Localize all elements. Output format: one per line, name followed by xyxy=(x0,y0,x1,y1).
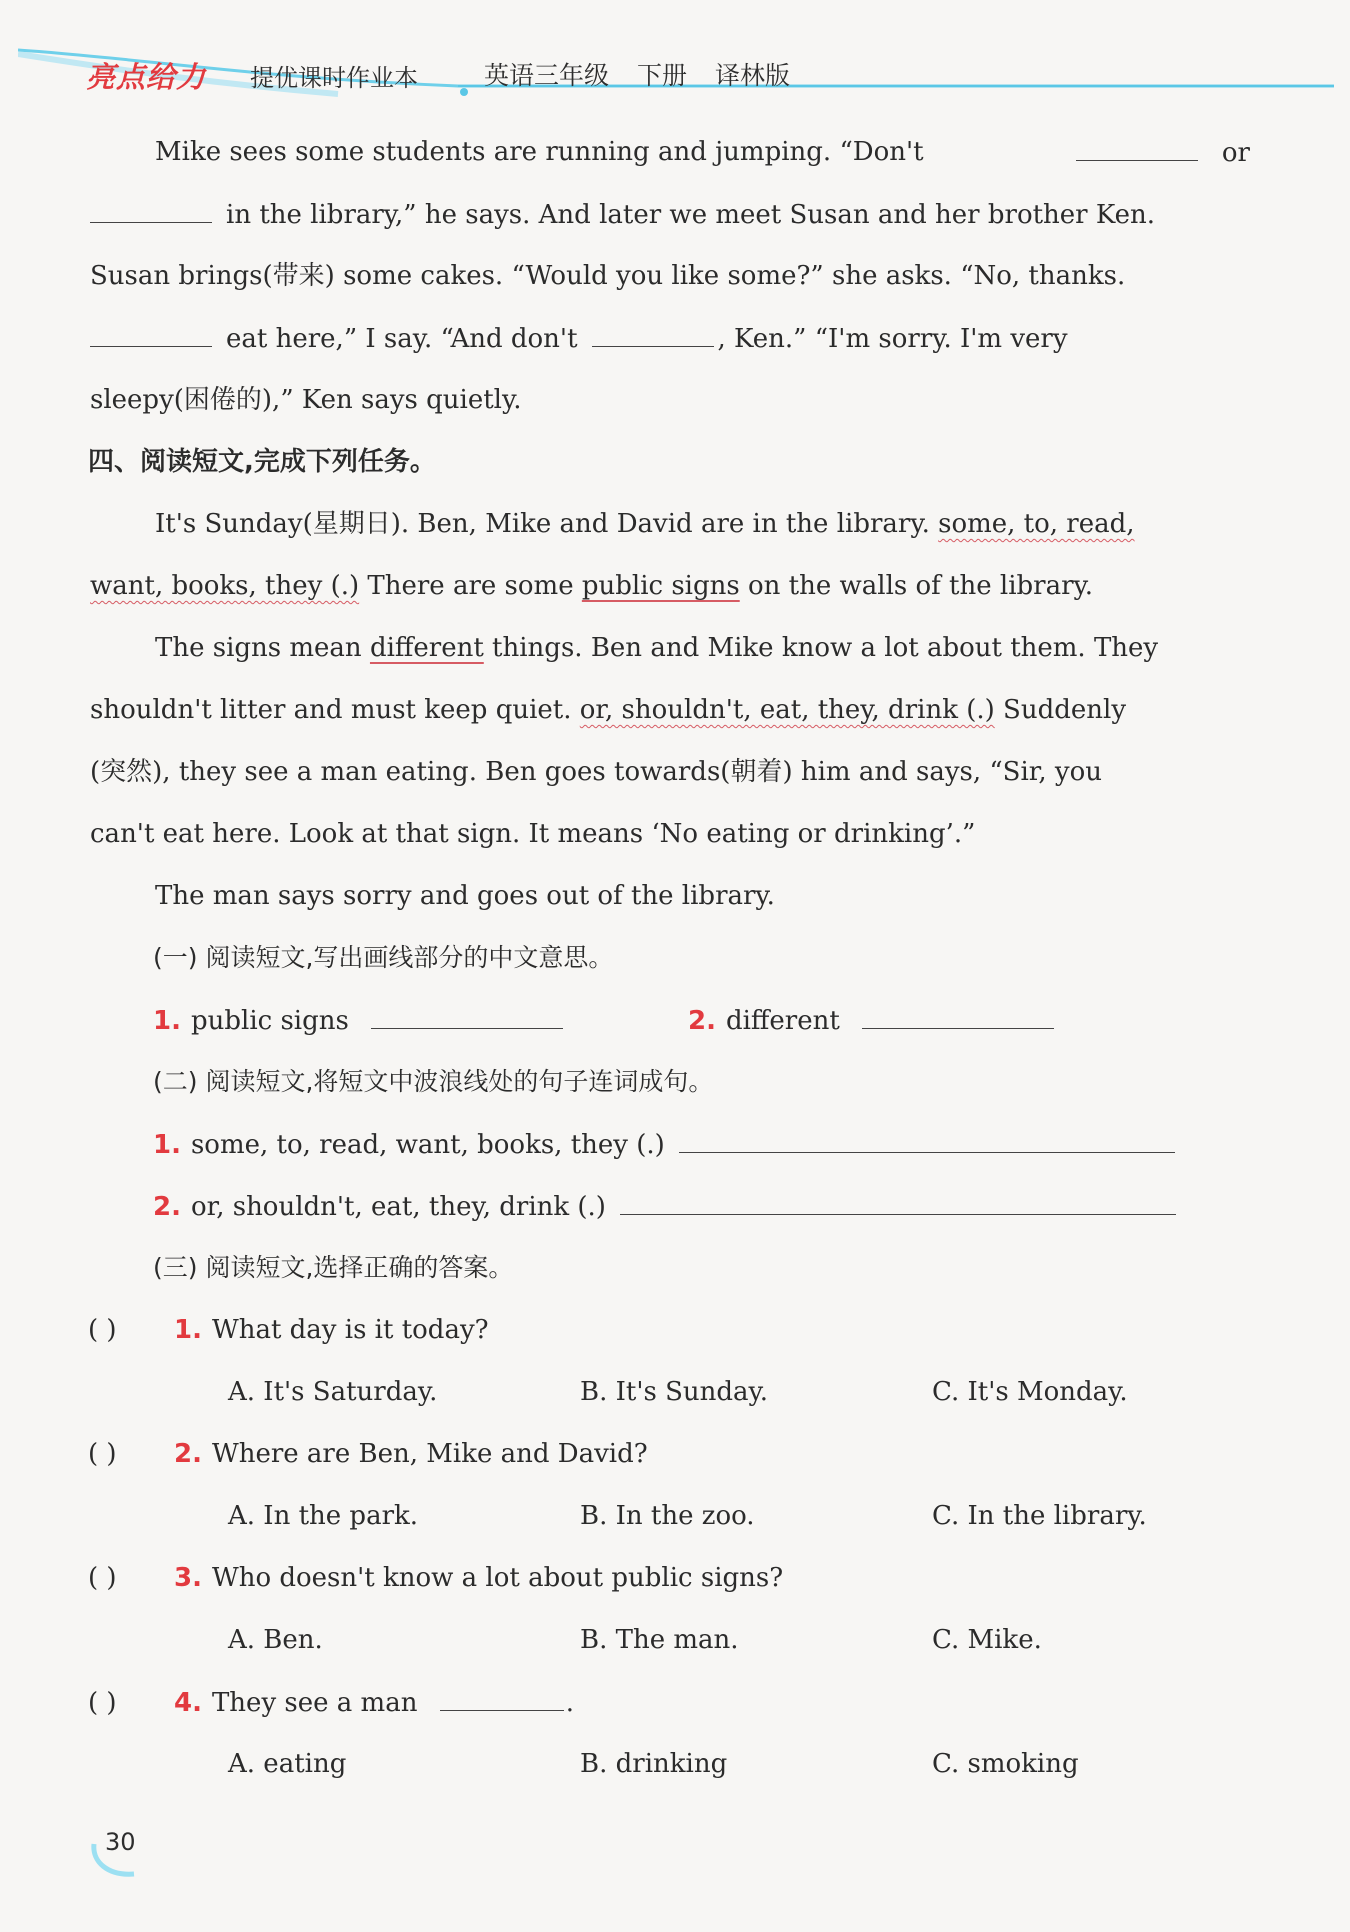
option-c[interactable]: C. It's Monday. xyxy=(932,1377,1128,1407)
question-number: 1. xyxy=(174,1315,202,1345)
question-tail: . xyxy=(565,1688,574,1718)
item-text: public signs xyxy=(190,1006,349,1036)
option-a[interactable]: A. In the park. xyxy=(228,1501,419,1531)
option-a[interactable]: A. eating xyxy=(228,1749,347,1779)
wavy-phrase: want, books, they (.) xyxy=(90,571,360,601)
item-text: different xyxy=(725,1006,840,1036)
answer-line[interactable] xyxy=(679,1124,1175,1153)
question-text: They see a man xyxy=(211,1688,418,1718)
passage-text: in the library,” he says. And later we meet Susan and her brother Ken. xyxy=(226,200,1155,230)
item-text: or, shouldn't, eat, they, drink (.) xyxy=(190,1192,606,1222)
reading-text: things. Ben and Mike know a lot about them. They xyxy=(492,633,1159,663)
reading-text: Suddenly xyxy=(1003,695,1127,725)
part1-item-1 xyxy=(153,1000,569,1041)
reading-text: The signs mean xyxy=(155,633,362,663)
question-number: 3. xyxy=(174,1563,202,1593)
option-c[interactable]: C. Mike. xyxy=(932,1625,1042,1655)
part2-item-1 xyxy=(153,1124,1181,1165)
section-title: 四、阅读短文,完成下列任务。 xyxy=(88,447,436,477)
option-c[interactable]: C. smoking xyxy=(932,1749,1079,1779)
fill-blank[interactable] xyxy=(440,1682,564,1711)
fill-blank[interactable] xyxy=(592,318,714,347)
passage-text: , Ken.” “I'm sorry. I'm very xyxy=(717,324,1068,354)
option-a[interactable]: A. Ben. xyxy=(228,1625,323,1655)
answer-blank[interactable] xyxy=(371,1000,563,1029)
underlined-phrase: different xyxy=(369,633,484,663)
reading-line-7: The man says sorry and goes out of the library. xyxy=(155,881,775,911)
answer-paren[interactable]: ( ) xyxy=(88,1688,117,1718)
reading-text: It's Sunday(星期日). Ben, Mike and David are in the library. xyxy=(155,509,930,539)
reading-line-1 xyxy=(155,504,1250,544)
brand-logo-text: 亮点给力 xyxy=(86,60,207,94)
question-2 xyxy=(88,1434,648,1474)
option-b[interactable]: B. drinking xyxy=(580,1749,728,1779)
passage-text: or xyxy=(1221,138,1250,168)
answer-paren[interactable]: ( ) xyxy=(88,1315,117,1345)
part1-title: (一) 阅读短文,写出画线部分的中文意思。 xyxy=(153,943,614,972)
reading-line-3 xyxy=(155,628,1250,668)
fill-blank[interactable] xyxy=(90,318,212,347)
answer-paren[interactable]: ( ) xyxy=(88,1439,117,1469)
passage-line-2 xyxy=(90,194,1250,235)
question-number: 2. xyxy=(174,1439,202,1469)
passage-line-4 xyxy=(90,318,1250,359)
wavy-phrase: some, to, read, xyxy=(938,509,1135,539)
answer-blank[interactable] xyxy=(862,1000,1054,1029)
option-a[interactable]: A. It's Saturday. xyxy=(228,1377,438,1407)
fill-blank[interactable] xyxy=(1076,132,1198,161)
page-header xyxy=(18,40,1334,110)
wavy-phrase: or, shouldn't, eat, they, drink (.) xyxy=(579,695,995,725)
option-b[interactable]: B. In the zoo. xyxy=(580,1501,755,1531)
fill-blank[interactable] xyxy=(90,194,212,223)
passage-text: Mike sees some students are running and jumping. “Don't xyxy=(155,137,924,167)
question-number: 4. xyxy=(174,1688,202,1718)
subject-grade: 英语三年级 xyxy=(484,61,610,90)
reading-text: shouldn't litter and must keep quiet. xyxy=(90,695,572,725)
part3-title: (三) 阅读短文,选择正确的答案。 xyxy=(153,1253,514,1282)
item-number: 1. xyxy=(153,1130,181,1160)
passage-line-1 xyxy=(155,132,1250,173)
option-b[interactable]: B. It's Sunday. xyxy=(580,1377,769,1407)
item-number: 2. xyxy=(153,1192,181,1222)
reading-text: on the walls of the library. xyxy=(748,571,1094,601)
reading-text: There are some xyxy=(367,571,574,601)
question-4 xyxy=(88,1682,574,1723)
passage-line-3: Susan brings(带来) some cakes. “Would you like some?” she asks. “No, thanks. xyxy=(90,261,1126,291)
passage-line-5: sleepy(困倦的),” Ken says quietly. xyxy=(90,385,522,415)
question-1 xyxy=(88,1310,489,1350)
question-text: What day is it today? xyxy=(211,1315,489,1345)
option-c[interactable]: C. In the library. xyxy=(932,1501,1147,1531)
question-text: Who doesn't know a lot about public signs? xyxy=(211,1563,784,1593)
volume-label: 下册 xyxy=(637,61,688,90)
option-b[interactable]: B. The man. xyxy=(580,1625,739,1655)
answer-paren[interactable]: ( ) xyxy=(88,1563,117,1593)
question-3 xyxy=(88,1558,783,1598)
item-text: some, to, read, want, books, they (.) xyxy=(190,1130,665,1160)
underlined-phrase: public signs xyxy=(581,571,740,601)
reading-line-2 xyxy=(90,566,1250,606)
book-info xyxy=(484,56,818,92)
reading-line-5: (突然), they see a man eating. Ben goes towards(朝着) him and says, “Sir, you xyxy=(90,757,1102,787)
passage-text: eat here,” I say. “And don't xyxy=(226,324,578,354)
item-number: 2. xyxy=(688,1006,716,1036)
part2-item-2 xyxy=(153,1186,1182,1227)
part2-title: (二) 阅读短文,将短文中波浪线处的句子连词成句。 xyxy=(153,1067,714,1096)
blank-group xyxy=(1070,132,1250,173)
item-number: 1. xyxy=(153,1006,181,1036)
part1-item-2 xyxy=(688,1000,1060,1041)
answer-line[interactable] xyxy=(620,1186,1176,1215)
question-text: Where are Ben, Mike and David? xyxy=(211,1439,648,1469)
reading-line-4 xyxy=(90,690,1250,730)
page-number: 30 xyxy=(105,1828,136,1856)
series-title: 提优课时作业本 xyxy=(250,64,418,92)
edition-label: 译林版 xyxy=(715,61,791,90)
reading-line-6: can't eat here. Look at that sign. It means ‘No eating or drinking’.” xyxy=(90,819,976,849)
